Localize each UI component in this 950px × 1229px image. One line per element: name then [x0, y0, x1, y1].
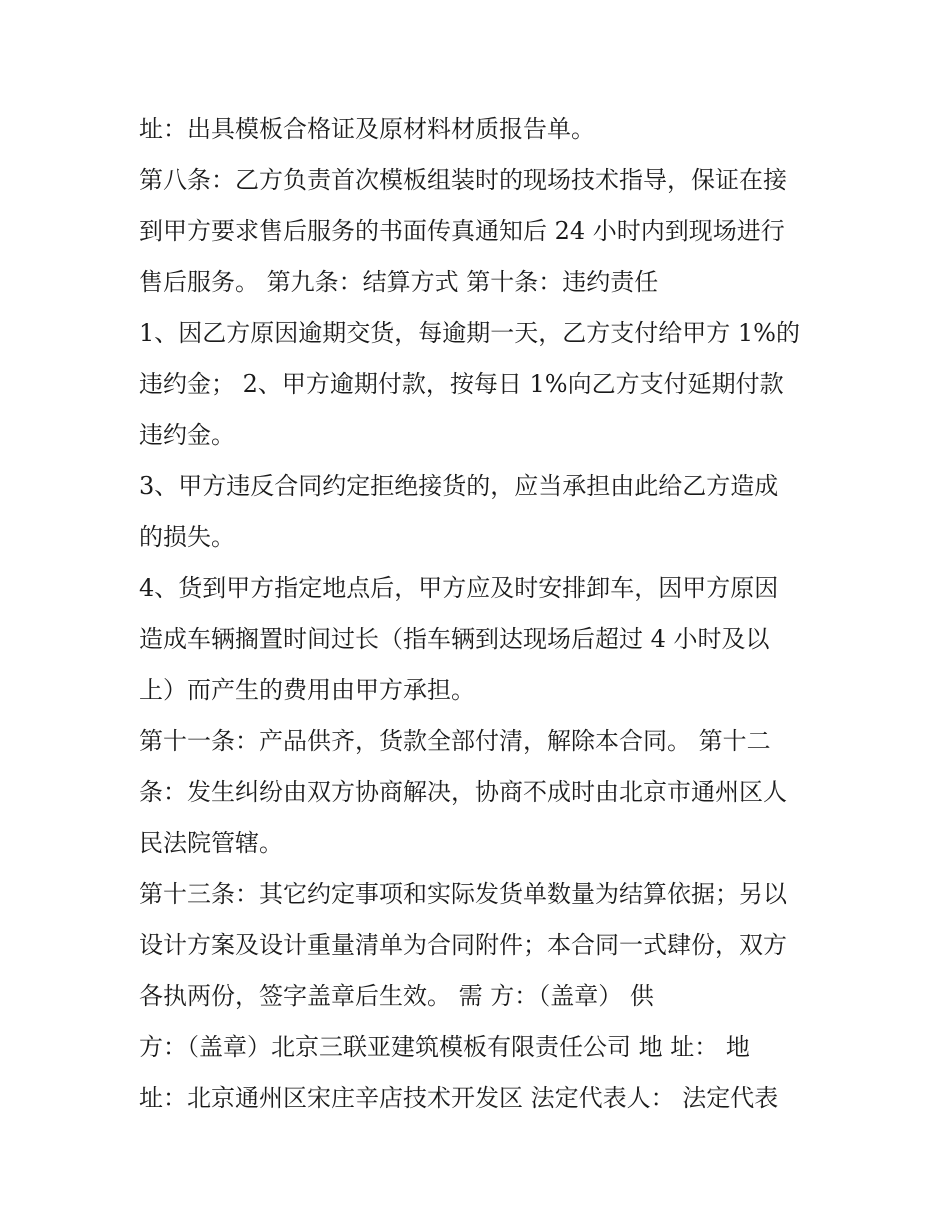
text-line: 违约金； 2、甲方逾期付款，按每日 1%向乙方支付延期付款 — [139, 370, 784, 398]
text-line: 址：出具模板合格证及原材料材质报告单。 — [139, 115, 595, 143]
text-line: 4、货到甲方指定地点后，甲方应及时安排卸车，因甲方原因 — [139, 574, 779, 602]
text-line: 设计方案及设计重量清单为合同附件；本合同一式肆份，双方 — [139, 931, 787, 959]
text-line: 3、甲方违反合同约定拒绝接货的，应当承担由此给乙方造成 — [139, 472, 779, 500]
text-line: 址：北京通州区宋庄辛店技术开发区 法定代表人： 法定代表 — [139, 1084, 779, 1112]
text-line: 第八条：乙方负责首次模板组装时的现场技术指导，保证在接 — [139, 166, 787, 194]
text-line: 条：发生纠纷由双方协商解决，协商不成时由北京市通州区人 — [139, 778, 787, 806]
text-line: 各执两份，签字盖章后生效。 需 方：（盖章） 供 — [139, 982, 654, 1010]
text-line: 第十三条：其它约定事项和实际发货单数量为结算依据；另以 — [139, 880, 787, 908]
text-line: 上）而产生的费用由甲方承担。 — [139, 676, 475, 704]
text-line: 造成车辆搁置时间过长（指车辆到达现场后超过 4 小时及以 — [139, 625, 770, 653]
text-line: 售后服务。 第九条：结算方式 第十条：违约责任 — [139, 268, 659, 296]
text-line: 的损失。 — [139, 523, 235, 551]
text-line: 违约金。 — [139, 421, 235, 449]
text-line: 第十一条：产品供齐，货款全部付清，解除本合同。 第十二 — [139, 727, 771, 755]
text-line: 1、因乙方原因逾期交货，每逾期一天，乙方支付给甲方 1%的 — [139, 319, 800, 347]
contract-body-text — [139, 104, 829, 1124]
text-line: 到甲方要求售后服务的书面传真通知后 24 小时内到现场进行 — [139, 217, 785, 245]
text-line: 方：（盖章）北京三联亚建筑模板有限责任公司 地 址： 地 — [139, 1033, 750, 1061]
text-line: 民法院管辖。 — [139, 829, 283, 857]
